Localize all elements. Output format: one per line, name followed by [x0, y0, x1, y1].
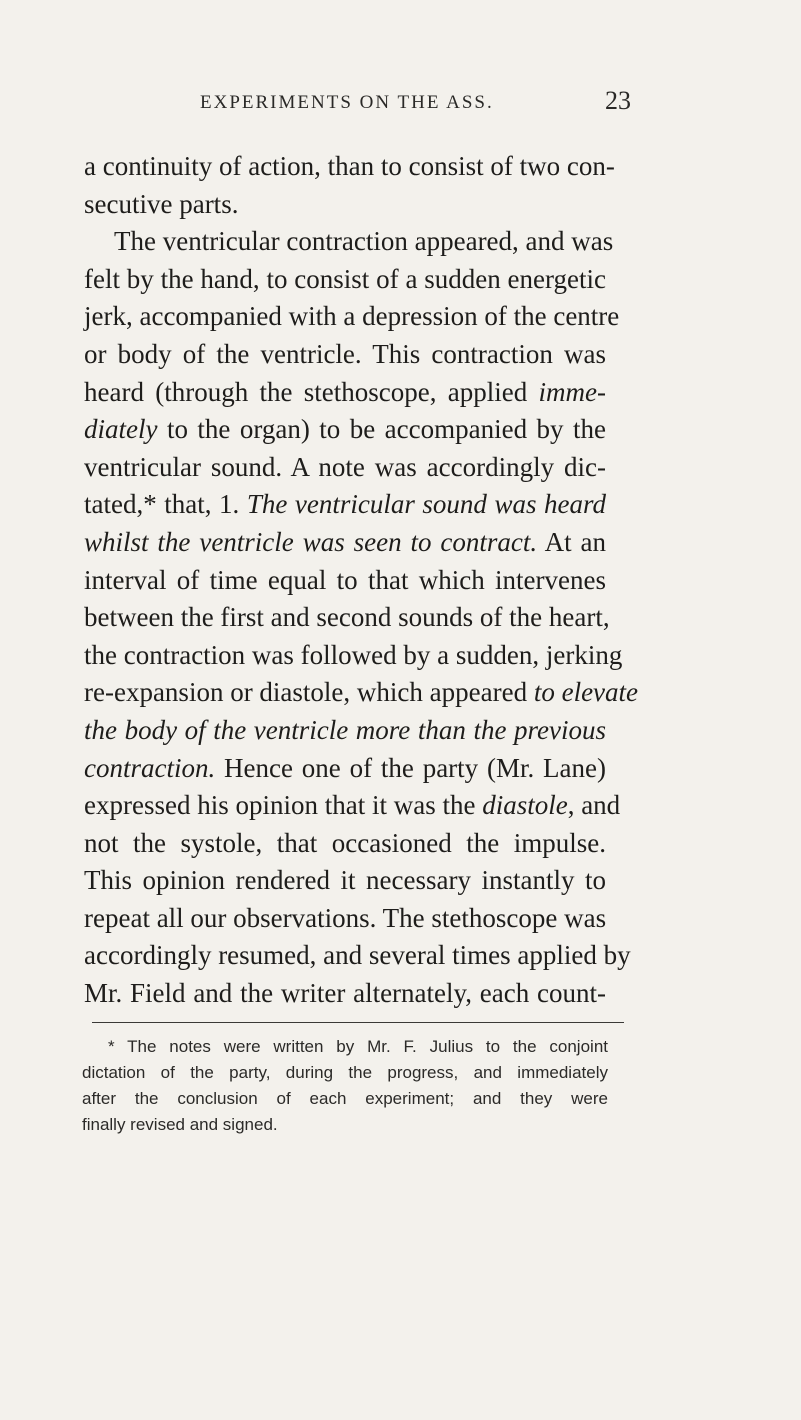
italic-run: imme-	[538, 376, 606, 407]
italic-run: contraction.	[84, 752, 216, 783]
text-line: repeat all our observations. The stethoscope was	[84, 902, 607, 933]
text-run: At an	[537, 526, 606, 557]
italic-run: diastole	[482, 790, 568, 821]
text-line: secutive parts.	[84, 188, 239, 219]
text-line: This opinion rendered it necessary instantly to	[84, 865, 606, 896]
footnote-line: finally revised and signed.	[82, 1115, 278, 1134]
footnote-line: * The notes were written by Mr. F. Julius to the conjoint	[108, 1037, 608, 1056]
text-line: between the first and second sounds of the heart,	[84, 602, 610, 633]
text-line	[84, 712, 606, 750]
text-line	[84, 674, 639, 712]
text-line	[84, 750, 606, 788]
footnote-line: after the conclusion of each experiment; and they were	[82, 1089, 608, 1108]
text-line: ventricular sound. A note was accordingly dic-	[84, 451, 606, 482]
text-run: re-expansion or diastole, which appeared	[84, 677, 534, 708]
text-line: or body of the ventricle. This contraction was	[84, 338, 606, 369]
text-line: The ventricular contraction appeared, and was	[114, 226, 614, 257]
italic-run: whilst the ventricle was seen to contract.	[84, 526, 538, 557]
text-line: Mr. Field and the writer alternately, each count-	[84, 978, 606, 1009]
running-title: EXPERIMENTS ON THE ASS.	[200, 92, 494, 113]
text-run: Hence one of the party (Mr. Lane)	[215, 752, 606, 783]
text-line	[84, 374, 606, 412]
page-number: 23	[605, 86, 631, 115]
text-line	[84, 486, 606, 524]
footnote-divider	[92, 1022, 624, 1023]
text-line: accordingly resumed, and several times applied by	[84, 940, 631, 971]
italic-run: to elevate	[533, 677, 639, 708]
italic-run: The ventricular sound was heard	[246, 489, 606, 520]
italic-run: the body of the ventricle more than the previous	[84, 714, 606, 745]
text-run: to the organ) to be accompanied by the	[157, 414, 606, 445]
text-line	[84, 787, 621, 825]
text-line: jerk, accompanied with a depression of the centre	[84, 301, 620, 332]
text-run: heard (through the stethoscope, applied	[84, 376, 539, 407]
text-line: felt by the hand, to consist of a sudden energetic	[84, 263, 606, 294]
page-header	[0, 86, 801, 120]
text-run: expressed his opinion that it was the	[84, 790, 483, 821]
body-text	[84, 148, 639, 1013]
italic-run: diately	[84, 414, 158, 445]
text-line: the contraction was followed by a sudden, jerking	[84, 639, 623, 670]
footnote-line: dictation of the party, during the progress, and immediately	[82, 1063, 608, 1082]
text-line: not the systole, that occasioned the impulse.	[84, 827, 606, 858]
text-line	[84, 524, 606, 562]
text-run: , and	[567, 790, 621, 821]
text-line: a continuity of action, than to consist of two con-	[84, 151, 615, 181]
footnote	[82, 1034, 608, 1138]
text-run: tated,* that, 1.	[84, 489, 247, 520]
text-line	[84, 411, 606, 449]
text-line: interval of time equal to that which intervenes	[84, 564, 606, 595]
